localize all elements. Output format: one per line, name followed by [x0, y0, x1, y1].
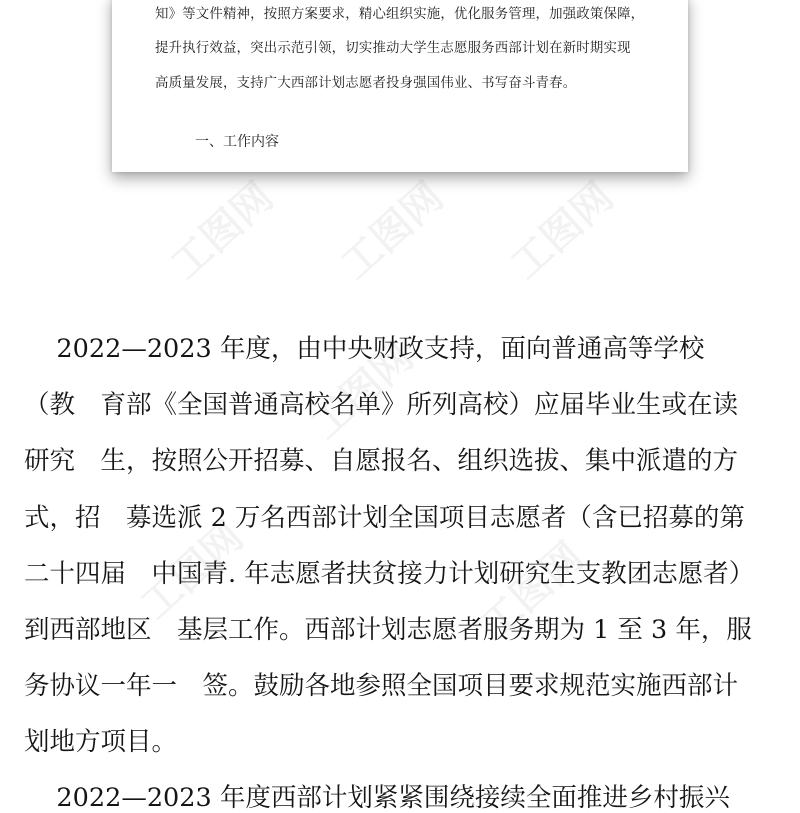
paragraph-line: 2022—2023 年度，由中央财政支持，面向普通高等学校 [24, 334, 705, 364]
watermark: 工图网 [332, 173, 453, 289]
watermark: 工图网 [502, 173, 623, 289]
paragraph-line: 式，招 募选派 2 万名西部计划全国项目志愿者（含已招募的第 [24, 503, 745, 533]
paragraph-line: 到西部地区 基层工作。西部计划志愿者服务期为 1 至 3 年，服 [24, 615, 752, 645]
section-heading: 一、工作内容 [195, 134, 279, 150]
paragraph-line: 研究 生，按照公开招募、自愿报名、组织选拔、集中派遣的方 [24, 446, 739, 476]
watermark: 工图网 [162, 173, 283, 289]
document-preview-card [112, 0, 688, 172]
watermark: 工图网 [132, 513, 253, 629]
card-text-line: 高质量发展，支持广大西部计划志愿者投身强国伟业、书写奋斗青春。 [155, 76, 577, 91]
watermark: 工图网 [472, 533, 593, 649]
paragraph-line: （教 育部《全国普通高校名单》所列高校）应届毕业生或在读 [24, 390, 739, 420]
paragraph-line: 务协议一年一 签。鼓励各地参照全国项目要求规范实施西部计 [24, 671, 739, 701]
watermark: 工图网 [302, 333, 423, 449]
card-text-line: 知》等文件精神，按照方案要求，精心组织实施，优化服务管理，加强政策保障， [155, 7, 645, 22]
paragraph-line: 2022—2023 年度西部计划紧紧围绕接续全面推进乡村振兴 [24, 783, 730, 813]
paragraph-line: 二十四届 中国青. 年志愿者扶贫接力计划研究生支教团志愿者） [24, 559, 755, 589]
paragraph-line: 划地方项目。 [24, 727, 178, 757]
card-text-line: 提升执行效益，突出示范引领，切实推动大学生志愿服务西部计划在新时期实现 [155, 41, 631, 56]
